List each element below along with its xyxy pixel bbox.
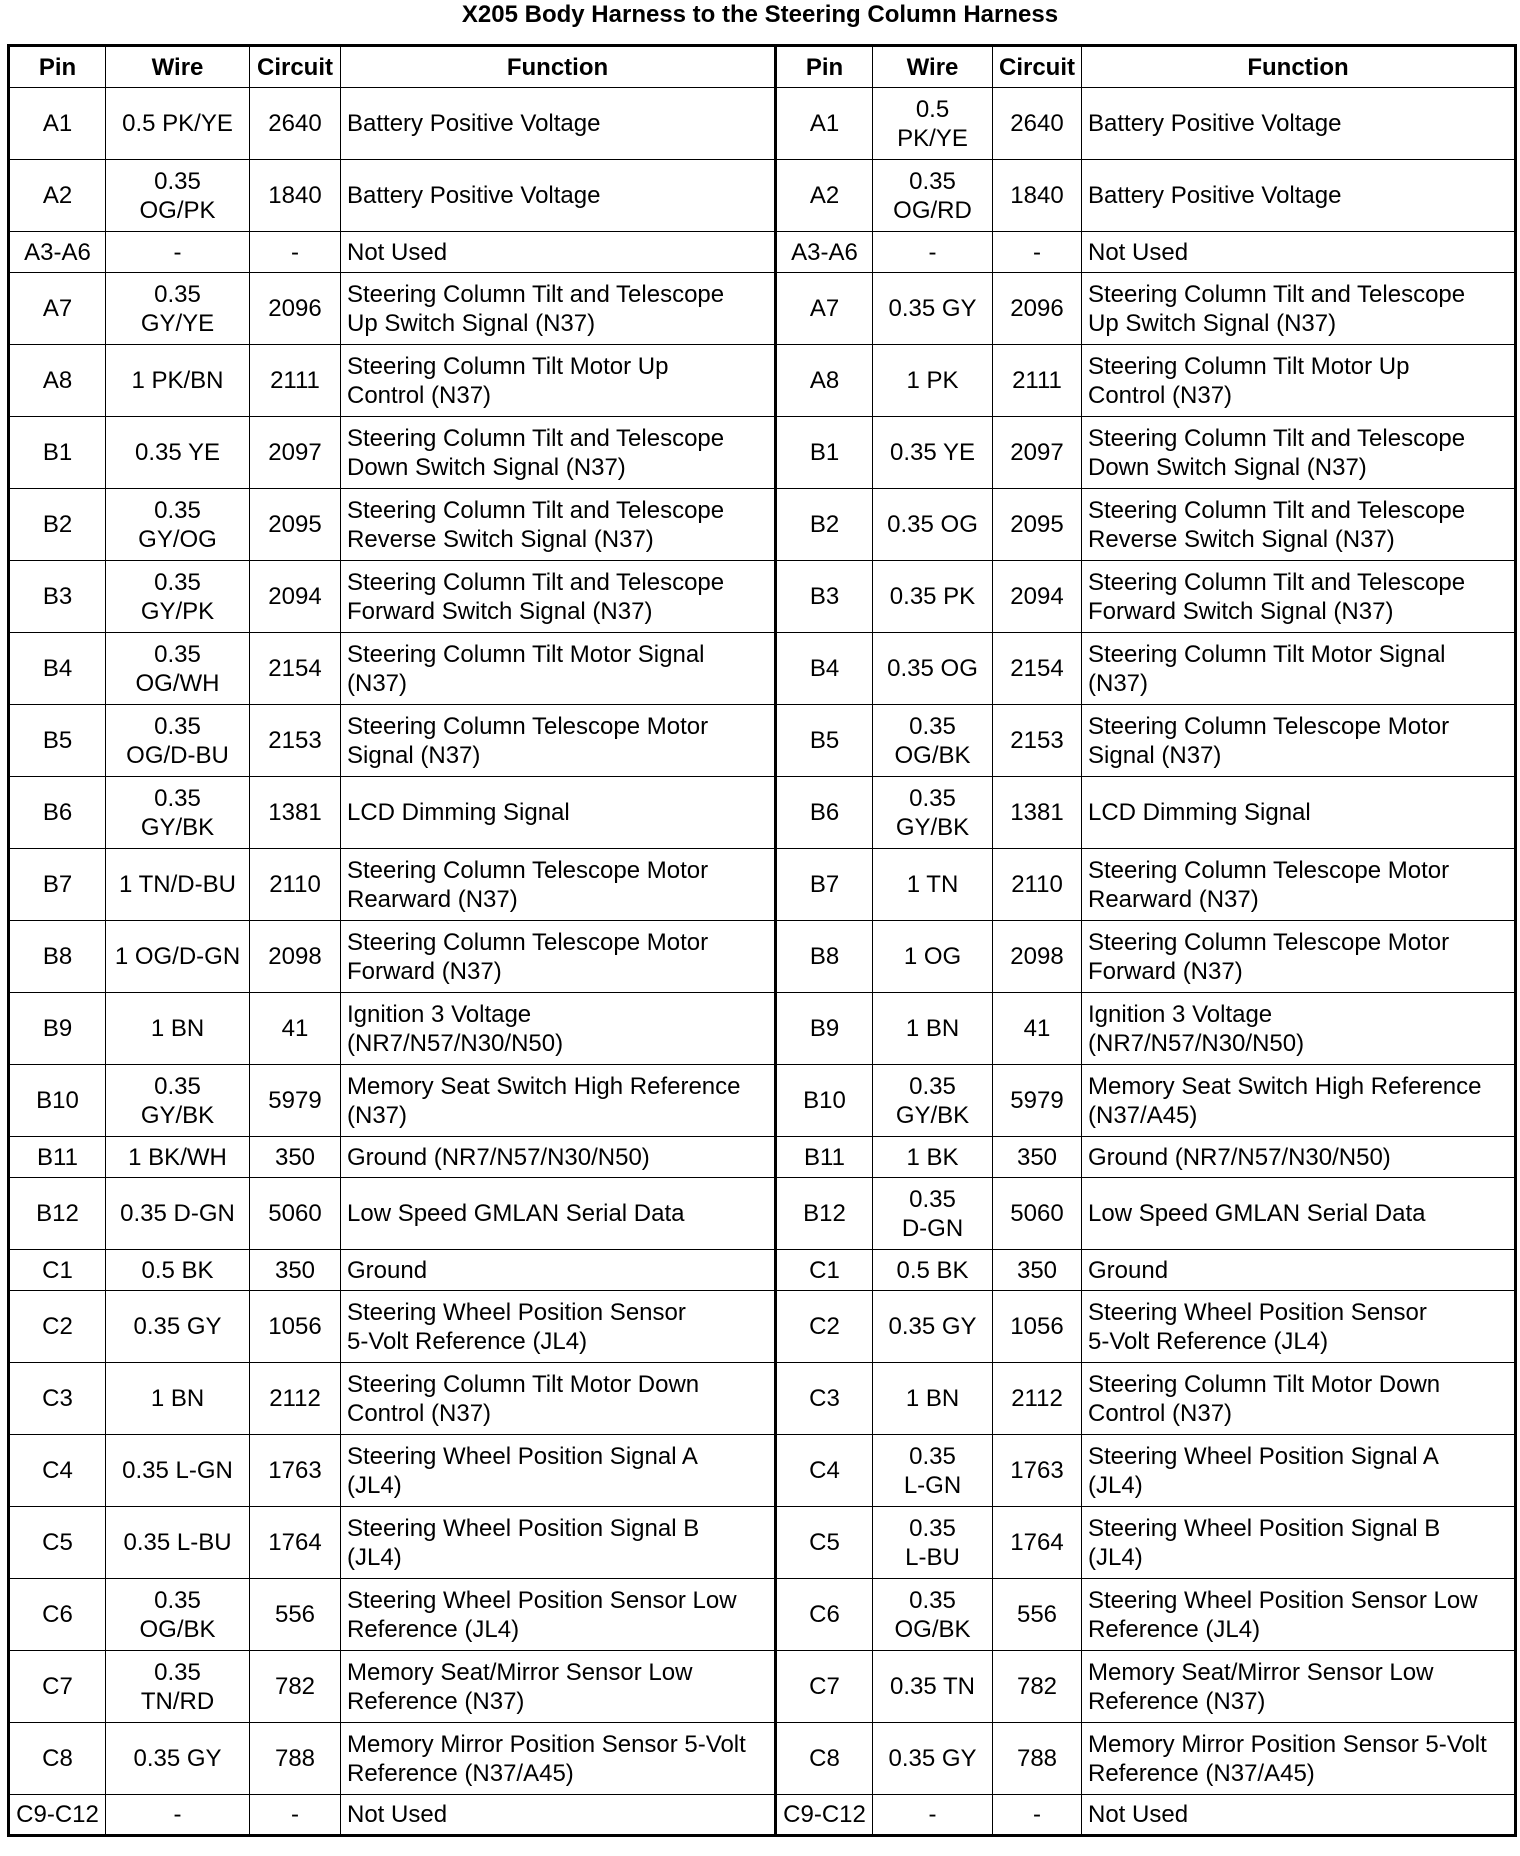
circuit-cell-right: 350 <box>993 1250 1082 1291</box>
circuit-cell-left: 2098 <box>250 921 341 993</box>
wire-cell-left: 0.5 PK/YE <box>106 88 250 160</box>
pin-cell-left: A8 <box>9 345 106 417</box>
wire-cell-left: 0.35 GY/BK <box>106 777 250 849</box>
function-cell-left: Ignition 3 Voltage (NR7/N57/N30/N50) <box>341 993 776 1065</box>
function-cell-left: Steering Wheel Position Signal B (JL4) <box>341 1507 776 1579</box>
table-row <box>9 1723 1516 1795</box>
function-cell-right: Ignition 3 Voltage (NR7/N57/N30/N50) <box>1082 993 1516 1065</box>
pin-cell-right: A3-A6 <box>776 232 873 273</box>
circuit-cell-right: 2112 <box>993 1363 1082 1435</box>
function-cell-left: Steering Wheel Position Sensor Low Reference (JL4) <box>341 1579 776 1651</box>
function-cell-left: Steering Column Tilt and Telescope Forward Switch Signal (N37) <box>341 561 776 633</box>
circuit-cell-left: 41 <box>250 993 341 1065</box>
circuit-cell-left: 2095 <box>250 489 341 561</box>
function-cell-left: Steering Wheel Position Sensor 5-Volt Reference (JL4) <box>341 1291 776 1363</box>
wire-cell-left: 0.5 BK <box>106 1250 250 1291</box>
wire-cell-right: 0.35 D-GN <box>873 1178 993 1250</box>
table-row <box>9 1178 1516 1250</box>
circuit-cell-left: 1763 <box>250 1435 341 1507</box>
circuit-cell-left: 350 <box>250 1137 341 1178</box>
wire-cell-right: 1 BN <box>873 1363 993 1435</box>
function-cell-right: Steering Column Tilt and Telescope Up Switch Signal (N37) <box>1082 273 1516 345</box>
pin-cell-left: C7 <box>9 1651 106 1723</box>
circuit-cell-right: 788 <box>993 1723 1082 1795</box>
table-row <box>9 1795 1516 1836</box>
circuit-cell-right: 2154 <box>993 633 1082 705</box>
table-row <box>9 345 1516 417</box>
table-row <box>9 705 1516 777</box>
wire-cell-left: 0.35 OG/D-BU <box>106 705 250 777</box>
pin-cell-right: C3 <box>776 1363 873 1435</box>
pin-cell-left: C3 <box>9 1363 106 1435</box>
wire-cell-left: 0.35 GY/OG <box>106 489 250 561</box>
wire-cell-right: 0.5 PK/YE <box>873 88 993 160</box>
wire-cell-right: - <box>873 232 993 273</box>
table-row <box>9 1579 1516 1651</box>
circuit-cell-left: - <box>250 1795 341 1836</box>
wire-cell-right: 0.35 PK <box>873 561 993 633</box>
wire-cell-left: 0.35 D-GN <box>106 1178 250 1250</box>
function-cell-left: Steering Column Tilt Motor Signal (N37) <box>341 633 776 705</box>
circuit-cell-right: 2094 <box>993 561 1082 633</box>
wire-cell-left: 0.35 OG/WH <box>106 633 250 705</box>
header-function-right: Function <box>1082 46 1516 88</box>
wire-cell-left: 1 PK/BN <box>106 345 250 417</box>
pin-cell-left: B11 <box>9 1137 106 1178</box>
wire-cell-right: 0.35 L-GN <box>873 1435 993 1507</box>
function-cell-right: Memory Seat/Mirror Sensor Low Reference (N37) <box>1082 1651 1516 1723</box>
function-cell-left: LCD Dimming Signal <box>341 777 776 849</box>
function-cell-left: Low Speed GMLAN Serial Data <box>341 1178 776 1250</box>
circuit-cell-left: 5060 <box>250 1178 341 1250</box>
pin-cell-left: B8 <box>9 921 106 993</box>
pin-cell-left: C2 <box>9 1291 106 1363</box>
wire-cell-right: 1 BN <box>873 993 993 1065</box>
circuit-cell-right: 2097 <box>993 417 1082 489</box>
pin-cell-left: C9-C12 <box>9 1795 106 1836</box>
circuit-cell-left: 2153 <box>250 705 341 777</box>
circuit-cell-left: 2640 <box>250 88 341 160</box>
function-cell-right: Steering Column Telescope Motor Rearward (N37) <box>1082 849 1516 921</box>
function-cell-left: Steering Column Telescope Motor Forward (N37) <box>341 921 776 993</box>
function-cell-left: Battery Positive Voltage <box>341 160 776 232</box>
function-cell-left: Memory Seat/Mirror Sensor Low Reference (N37) <box>341 1651 776 1723</box>
circuit-cell-right: 41 <box>993 993 1082 1065</box>
wire-cell-left: 0.35 GY/BK <box>106 1065 250 1137</box>
pin-cell-right: B2 <box>776 489 873 561</box>
pin-cell-left: B1 <box>9 417 106 489</box>
circuit-cell-left: 782 <box>250 1651 341 1723</box>
function-cell-right: Steering Column Tilt Motor Signal (N37) <box>1082 633 1516 705</box>
wire-cell-right: 0.35 OG <box>873 489 993 561</box>
pin-cell-right: B10 <box>776 1065 873 1137</box>
circuit-cell-left: 788 <box>250 1723 341 1795</box>
pin-cell-right: B8 <box>776 921 873 993</box>
circuit-cell-right: 1763 <box>993 1435 1082 1507</box>
wire-cell-left: - <box>106 1795 250 1836</box>
pin-cell-right: B11 <box>776 1137 873 1178</box>
circuit-cell-right: 2098 <box>993 921 1082 993</box>
wire-cell-left: 0.35 OG/BK <box>106 1579 250 1651</box>
pin-cell-right: A2 <box>776 160 873 232</box>
table-row <box>9 777 1516 849</box>
pin-cell-left: B5 <box>9 705 106 777</box>
wire-cell-right: 0.35 GY <box>873 273 993 345</box>
circuit-cell-left: 2096 <box>250 273 341 345</box>
wire-cell-left: 0.35 L-BU <box>106 1507 250 1579</box>
pin-cell-right: B9 <box>776 993 873 1065</box>
function-cell-right: Steering Column Telescope Motor Forward (N37) <box>1082 921 1516 993</box>
function-cell-left: Steering Column Tilt Motor Down Control (N37) <box>341 1363 776 1435</box>
table-row <box>9 633 1516 705</box>
wire-cell-right: 0.35 OG <box>873 633 993 705</box>
circuit-cell-left: 1764 <box>250 1507 341 1579</box>
function-cell-left: Memory Seat Switch High Reference (N37) <box>341 1065 776 1137</box>
header-wire-left: Wire <box>106 46 250 88</box>
table-row <box>9 921 1516 993</box>
function-cell-left: Steering Column Tilt and Telescope Down Switch Signal (N37) <box>341 417 776 489</box>
function-cell-right: Ground (NR7/N57/N30/N50) <box>1082 1137 1516 1178</box>
wire-cell-left: 0.35 GY <box>106 1723 250 1795</box>
pin-cell-right: C8 <box>776 1723 873 1795</box>
function-cell-right: Battery Positive Voltage <box>1082 88 1516 160</box>
function-cell-left: Steering Column Telescope Motor Rearward (N37) <box>341 849 776 921</box>
table-row <box>9 273 1516 345</box>
wire-cell-left: 0.35 TN/RD <box>106 1651 250 1723</box>
circuit-cell-right: 2095 <box>993 489 1082 561</box>
wire-cell-left: 0.35 GY <box>106 1291 250 1363</box>
function-cell-left: Steering Column Tilt and Telescope Up Switch Signal (N37) <box>341 273 776 345</box>
header-row <box>9 46 1516 88</box>
pin-cell-left: B2 <box>9 489 106 561</box>
pin-cell-right: C6 <box>776 1579 873 1651</box>
circuit-cell-left: 2097 <box>250 417 341 489</box>
circuit-cell-right: 5060 <box>993 1178 1082 1250</box>
pin-cell-left: B12 <box>9 1178 106 1250</box>
wire-cell-right: 1 OG <box>873 921 993 993</box>
table-row <box>9 1065 1516 1137</box>
circuit-cell-right: - <box>993 232 1082 273</box>
circuit-cell-left: 350 <box>250 1250 341 1291</box>
circuit-cell-right: 2153 <box>993 705 1082 777</box>
table-row <box>9 1651 1516 1723</box>
wire-cell-right: 0.35 GY/BK <box>873 1065 993 1137</box>
page-title: X205 Body Harness to the Steering Column Harness <box>461 1 1059 28</box>
table-row <box>9 1507 1516 1579</box>
function-cell-right: Steering Column Tilt and Telescope Down Switch Signal (N37) <box>1082 417 1516 489</box>
wire-cell-left: 1 OG/D-GN <box>106 921 250 993</box>
function-cell-right: Steering Wheel Position Sensor 5-Volt Reference (JL4) <box>1082 1291 1516 1363</box>
pin-cell-right: C5 <box>776 1507 873 1579</box>
function-cell-left: Steering Column Tilt and Telescope Reverse Switch Signal (N37) <box>341 489 776 561</box>
pin-cell-right: C7 <box>776 1651 873 1723</box>
wire-cell-right: - <box>873 1795 993 1836</box>
circuit-cell-left: 556 <box>250 1579 341 1651</box>
function-cell-right: Memory Seat Switch High Reference (N37/A45) <box>1082 1065 1516 1137</box>
pin-cell-left: B7 <box>9 849 106 921</box>
wire-cell-right: 0.35 YE <box>873 417 993 489</box>
circuit-cell-right: 1381 <box>993 777 1082 849</box>
circuit-cell-left: 5979 <box>250 1065 341 1137</box>
function-cell-right: Low Speed GMLAN Serial Data <box>1082 1178 1516 1250</box>
pin-cell-left: B9 <box>9 993 106 1065</box>
circuit-cell-right: 2640 <box>993 88 1082 160</box>
pin-cell-left: A7 <box>9 273 106 345</box>
circuit-cell-right: 782 <box>993 1651 1082 1723</box>
wire-cell-right: 0.35 OG/BK <box>873 705 993 777</box>
pin-cell-left: C6 <box>9 1579 106 1651</box>
function-cell-right: LCD Dimming Signal <box>1082 777 1516 849</box>
wire-cell-left: 1 TN/D-BU <box>106 849 250 921</box>
table-row <box>9 1250 1516 1291</box>
wire-cell-right: 1 BK <box>873 1137 993 1178</box>
wire-cell-right: 0.35 GY <box>873 1723 993 1795</box>
wire-cell-right: 1 TN <box>873 849 993 921</box>
wire-cell-right: 1 PK <box>873 345 993 417</box>
table-row <box>9 1137 1516 1178</box>
circuit-cell-right: 350 <box>993 1137 1082 1178</box>
function-cell-left: Ground (NR7/N57/N30/N50) <box>341 1137 776 1178</box>
pin-cell-left: C1 <box>9 1250 106 1291</box>
pin-cell-right: A8 <box>776 345 873 417</box>
header-pin-left: Pin <box>9 46 106 88</box>
function-cell-right: Steering Column Tilt Motor Down Control (N37) <box>1082 1363 1516 1435</box>
table-row <box>9 1291 1516 1363</box>
wire-cell-right: 0.35 OG/BK <box>873 1579 993 1651</box>
circuit-cell-left: 2110 <box>250 849 341 921</box>
wire-cell-left: 0.35 OG/PK <box>106 160 250 232</box>
pin-cell-left: B6 <box>9 777 106 849</box>
wire-cell-right: 0.35 GY/BK <box>873 777 993 849</box>
function-cell-right: Steering Wheel Position Signal A (JL4) <box>1082 1435 1516 1507</box>
pin-cell-left: A3-A6 <box>9 232 106 273</box>
pin-cell-right: C4 <box>776 1435 873 1507</box>
wire-cell-left: 0.35 GY/PK <box>106 561 250 633</box>
function-cell-left: Steering Column Telescope Motor Signal (N37) <box>341 705 776 777</box>
pin-cell-left: B10 <box>9 1065 106 1137</box>
table-row <box>9 993 1516 1065</box>
circuit-cell-left: 1056 <box>250 1291 341 1363</box>
function-cell-right: Ground <box>1082 1250 1516 1291</box>
wire-cell-left: 0.35 L-GN <box>106 1435 250 1507</box>
function-cell-right: Not Used <box>1082 1795 1516 1836</box>
function-cell-left: Battery Positive Voltage <box>341 88 776 160</box>
pin-cell-left: A1 <box>9 88 106 160</box>
wire-cell-left: 1 BN <box>106 1363 250 1435</box>
header-circuit-right: Circuit <box>993 46 1082 88</box>
circuit-cell-left: - <box>250 232 341 273</box>
function-cell-right: Steering Wheel Position Signal B (JL4) <box>1082 1507 1516 1579</box>
header-function-left: Function <box>341 46 776 88</box>
pin-cell-left: A2 <box>9 160 106 232</box>
pin-cell-right: B5 <box>776 705 873 777</box>
function-cell-right: Steering Column Tilt and Telescope Forward Switch Signal (N37) <box>1082 561 1516 633</box>
pin-cell-right: C1 <box>776 1250 873 1291</box>
table-body <box>9 88 1516 1836</box>
table-row <box>9 88 1516 160</box>
circuit-cell-right: - <box>993 1795 1082 1836</box>
circuit-cell-right: 1764 <box>993 1507 1082 1579</box>
pin-cell-left: B4 <box>9 633 106 705</box>
pinout-table <box>7 44 1517 1837</box>
function-cell-left: Ground <box>341 1250 776 1291</box>
pin-cell-right: A1 <box>776 88 873 160</box>
circuit-cell-right: 556 <box>993 1579 1082 1651</box>
function-cell-right: Steering Column Tilt Motor Up Control (N37) <box>1082 345 1516 417</box>
table-row <box>9 232 1516 273</box>
pin-cell-right: B6 <box>776 777 873 849</box>
circuit-cell-left: 2154 <box>250 633 341 705</box>
wire-cell-right: 0.5 BK <box>873 1250 993 1291</box>
circuit-cell-left: 2094 <box>250 561 341 633</box>
function-cell-right: Not Used <box>1082 232 1516 273</box>
pin-cell-right: B12 <box>776 1178 873 1250</box>
table-row <box>9 1363 1516 1435</box>
wire-cell-right: 0.35 L-BU <box>873 1507 993 1579</box>
circuit-cell-left: 2112 <box>250 1363 341 1435</box>
wire-cell-right: 0.35 TN <box>873 1651 993 1723</box>
circuit-cell-right: 2111 <box>993 345 1082 417</box>
function-cell-left: Steering Column Tilt Motor Up Control (N37) <box>341 345 776 417</box>
pin-cell-left: C5 <box>9 1507 106 1579</box>
wire-cell-left: - <box>106 232 250 273</box>
wire-cell-right: 0.35 GY <box>873 1291 993 1363</box>
header-pin-right: Pin <box>776 46 873 88</box>
pin-cell-right: B1 <box>776 417 873 489</box>
table-row <box>9 160 1516 232</box>
function-cell-left: Steering Wheel Position Signal A (JL4) <box>341 1435 776 1507</box>
wire-cell-left: 0.35 YE <box>106 417 250 489</box>
function-cell-left: Not Used <box>341 1795 776 1836</box>
circuit-cell-left: 1381 <box>250 777 341 849</box>
pin-cell-left: C4 <box>9 1435 106 1507</box>
circuit-cell-left: 2111 <box>250 345 341 417</box>
function-cell-right: Steering Column Tilt and Telescope Reverse Switch Signal (N37) <box>1082 489 1516 561</box>
table-row <box>9 561 1516 633</box>
pin-cell-right: B4 <box>776 633 873 705</box>
wire-cell-right: 0.35 OG/RD <box>873 160 993 232</box>
circuit-cell-right: 1056 <box>993 1291 1082 1363</box>
header-wire-right: Wire <box>873 46 993 88</box>
pin-cell-right: C9-C12 <box>776 1795 873 1836</box>
circuit-cell-right: 5979 <box>993 1065 1082 1137</box>
function-cell-right: Steering Column Telescope Motor Signal (N37) <box>1082 705 1516 777</box>
table-row <box>9 417 1516 489</box>
circuit-cell-right: 2110 <box>993 849 1082 921</box>
header-circuit-left: Circuit <box>250 46 341 88</box>
function-cell-right: Memory Mirror Position Sensor 5-Volt Reference (N37/A45) <box>1082 1723 1516 1795</box>
pin-cell-left: B3 <box>9 561 106 633</box>
wire-cell-left: 1 BN <box>106 993 250 1065</box>
table-row <box>9 849 1516 921</box>
circuit-cell-right: 1840 <box>993 160 1082 232</box>
function-cell-left: Memory Mirror Position Sensor 5-Volt Reference (N37/A45) <box>341 1723 776 1795</box>
table-row <box>9 1435 1516 1507</box>
pin-cell-left: C8 <box>9 1723 106 1795</box>
circuit-cell-left: 1840 <box>250 160 341 232</box>
function-cell-right: Steering Wheel Position Sensor Low Reference (JL4) <box>1082 1579 1516 1651</box>
pin-cell-right: C2 <box>776 1291 873 1363</box>
table-row <box>9 489 1516 561</box>
wire-cell-left: 1 BK/WH <box>106 1137 250 1178</box>
function-cell-right: Battery Positive Voltage <box>1082 160 1516 232</box>
function-cell-left: Not Used <box>341 232 776 273</box>
wire-cell-left: 0.35 GY/YE <box>106 273 250 345</box>
pin-cell-right: A7 <box>776 273 873 345</box>
pin-cell-right: B7 <box>776 849 873 921</box>
pin-cell-right: B3 <box>776 561 873 633</box>
circuit-cell-right: 2096 <box>993 273 1082 345</box>
